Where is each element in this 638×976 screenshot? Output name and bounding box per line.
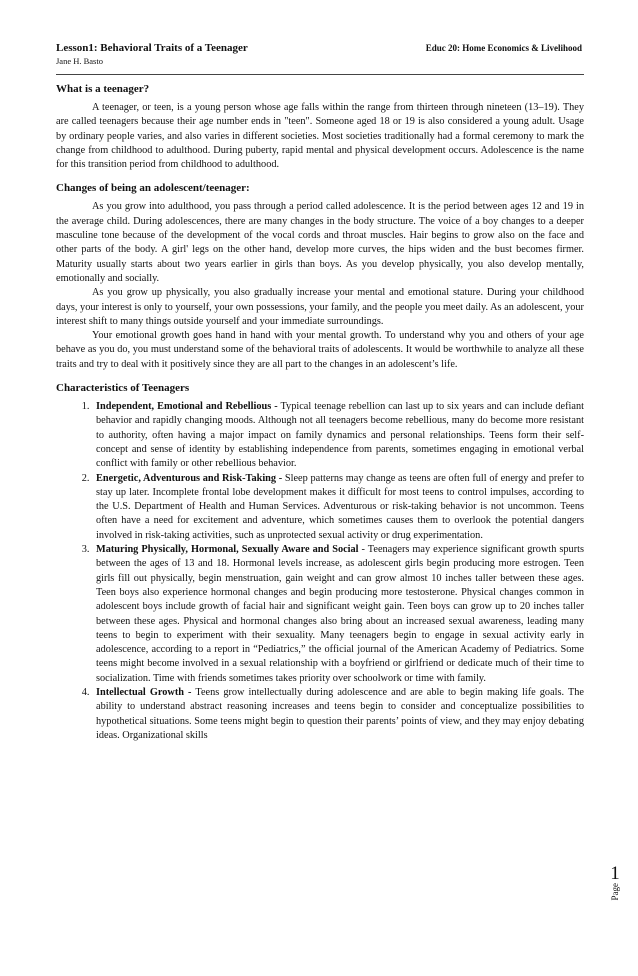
list-item xyxy=(92,472,584,543)
paragraph: As you grow up physically, you also gradually increase your mental and emotional stature. During your childhood days, your interest is only to yourself, your own possessions, your family, and the people you meet daily. As an adolescent, your interest shift to many things outside yourself and your immediate surroundings. xyxy=(56,287,584,327)
author-name: Jane H. Basto xyxy=(56,56,103,66)
page-number xyxy=(610,865,620,901)
trait-title: Independent, Emotional and Rebellious - xyxy=(96,401,278,413)
trait-text: - Teenagers may experience significant growth spurts between the ages of 13 and 18. Hormonal levels increase, as adolescent girls begin producing more estrogen. Teen girls fill out physically, begin menstruation, gain weight and can grow almost 10 inches taller between these ages. Teen boys also experience hormonal changes and begin producing more testosterone. Physical changes common in adolescent boys include growth of facial hair and significant weight gain. Teen boys can grow up to 20 inches taller between these ages. Physical and hormonal changes also bring about an increased sexual awareness, leading many teens to begin to experiment with their sexuality. Many teenagers begin to engage in sexual activity early in adolescence, according to a report in “Pediatrics,” the official journal of the American Academy of Pediatrics. Some teens might become involved in a sexual relationship with a boyfriend or girlfriend or dedicate much of their time to socialization. Time with friends sometimes takes priority over schoolwork or time with family. xyxy=(96,544,584,684)
trait-text: Sleep patterns may change as teens are often full of energy and prefer to stay up later. Incomplete frontal lobe development makes it difficult for most teens to control impulses, according to the U.S. Department of Health and Human Services. Adventurous or risk-taking behavior is not uncommon. Teens often have a need for excitement and adventure, which sometimes causes them to overlook the potential dangers involved in risk-taking activities, such as unprotected sexual activity or drug experimentation. xyxy=(96,472,584,541)
paragraph: A teenager, or teen, is a young person whose age falls within the range from thirteen through nineteen (13–19). They are called teenagers because their age number ends in "teen". Someone aged 18 or 19 is also considered a young adult. Usage by ordinary people varies, and also varies in different societies. Most societies traditionally had a formal ceremony to mark the change from childhood to adulthood. During puberty, rapid mental and physical development occurs. Adolescence is the name for this transition period from childhood to adulthood. xyxy=(56,102,584,171)
section-heading-characteristics: Characteristics of Teenagers xyxy=(56,382,190,395)
page-header xyxy=(56,42,584,54)
page-number-value: 1 xyxy=(610,863,620,884)
list-item xyxy=(92,686,584,743)
paragraph: Your emotional growth goes hand in hand with your mental growth. To understand why you and others of your age behave as you do, you must understand some of the behavioral traits of adolescents. It would be worthwhile to analyze all these traits and try to deal with it positively since they are all part to the changes in an adolescent’s life. xyxy=(56,330,584,370)
document-page xyxy=(56,42,584,743)
header-rule xyxy=(56,74,584,75)
trait-text: Typical teenage rebellion can last up to six years and can include defiant behavior and rapidly changing moods. Although not all teenagers become rebellious, many do become more resistant to authority, often having a major impact on family dynamics and personal relationships. Teens form their self-concept and sense of identity by establishing independence from parents, sometimes engaging in emotional verbal conflict with family or other rebellious behavior. xyxy=(96,401,584,470)
trait-title: Energetic, Adventurous and Risk-Taking - xyxy=(96,472,283,484)
section-heading-what: What is a teenager? xyxy=(56,83,150,95)
trait-title: Intellectual Growth - xyxy=(96,686,192,698)
list-item xyxy=(92,400,584,471)
page-word: Page xyxy=(610,883,620,901)
characteristics-list xyxy=(56,400,584,743)
list-item xyxy=(92,543,584,686)
trait-text: Teens grow intellectually during adolescence and are able to begin making life goals. The ability to understand abstract reasoning increases and teens begin to consider and conceptualize possibilities to hypothetical situations. Some teens might begin to question their parents’ points of view, and they may enjoy debating ideas. Organizational skills xyxy=(96,686,584,741)
trait-title: Maturing Physically, Hormonal, Sexually Aware and Social xyxy=(96,544,359,556)
course-title: Educ 20: Home Economics & Livelihood xyxy=(425,43,582,53)
section-heading-changes: Changes of being an adolescent/teenager: xyxy=(56,182,250,195)
lesson-title: Lesson1: Behavioral Traits of a Teenager xyxy=(56,42,248,54)
paragraph: As you grow into adulthood, you pass through a period called adolescence. It is the period between ages 12 and 19 in the average child. During adolescences, there are many changes in the body structure. The voice of a boy changes to a deeper masculine tone because of the development of the vocal cords and throat muscles. Hair begins to grow also on the face and other parts of the body. A girl' legs on the other hand, develop more curves, the hips widen and the bust becomes firmer. Maturity usually starts about two years earlier in girls than boys. As you develop physically, you also develop mentally, emotionally and socially. xyxy=(56,201,584,284)
